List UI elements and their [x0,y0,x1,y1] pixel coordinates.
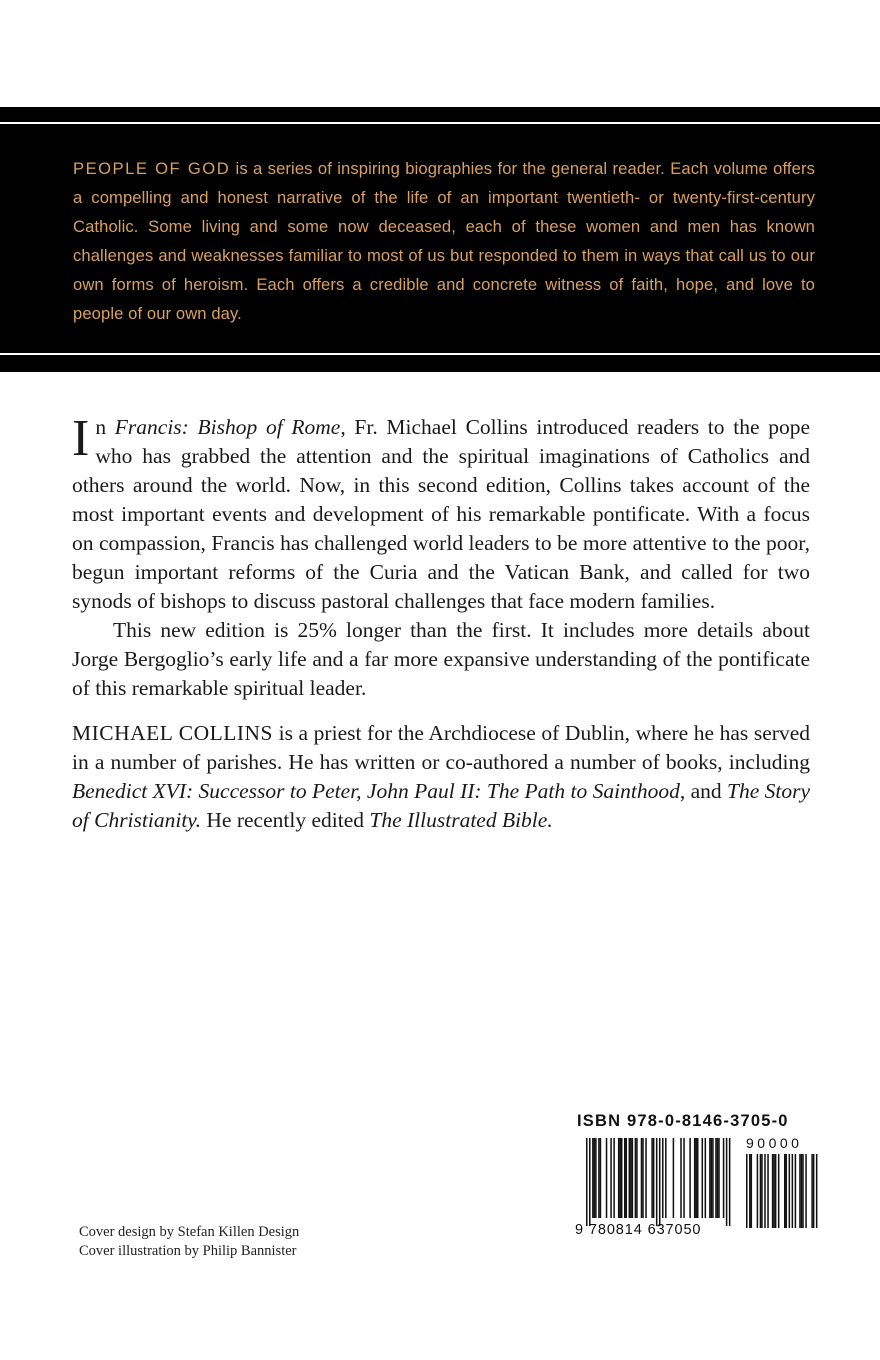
band-bottom-rule [0,353,880,355]
series-description [73,154,815,328]
bio-book-2: The Story of Christianity. [72,779,811,832]
ean-bar [618,1138,620,1218]
ean-bar [718,1138,720,1218]
back-cover-copy [72,410,811,835]
ean-bar [689,1138,691,1218]
ean-bar [586,1138,588,1226]
addon-bar [801,1154,803,1228]
ean-bar [702,1138,704,1218]
bio-text-2: , and [679,779,727,803]
author-name: MICHAEL COLLINS [72,721,274,745]
addon-bar [764,1154,766,1228]
ean-bar [723,1138,725,1218]
ean-bar [621,1138,623,1218]
ean-bar [642,1138,644,1218]
ean-bar [589,1138,591,1226]
ean-bar [673,1138,675,1218]
p1-rest: , Fr. Michael Collins introduced readers to the pope who has grabbed the attention and the spiritual imaginations of Catholics and others around the world. Now, in this second edition, Collins takes account of the most important events and development of his remarkable pontificate. With a focus on compassion, Francis has challenged world leaders to be more attentive to the poor, begun important reforms of the Curia and the Vatican Bank, and called for two synods of bishops to discuss pastoral challenges that face modern families. [72,415,810,613]
addon-bar [746,1154,748,1228]
ean-bar [635,1138,637,1218]
ean-bar [595,1138,597,1218]
addon-bars [746,1154,817,1228]
ean-bar [680,1138,682,1218]
addon-bar [767,1154,769,1228]
ean-bar [641,1138,643,1218]
ean-bar [662,1138,664,1218]
ean-bars [586,1138,730,1226]
addon-bar [805,1154,807,1228]
addon-bar [799,1154,801,1228]
ean-bar [694,1138,696,1218]
ean-bar [632,1138,634,1218]
ean-bar [624,1138,626,1218]
addon-bar [816,1154,818,1228]
ean-bar [651,1138,653,1218]
bio-text-3: He recently edited [201,808,370,832]
ean-bar [598,1138,600,1218]
addon-bar [813,1154,815,1228]
addon-bar [751,1154,753,1228]
author-bio [72,719,810,835]
ean-bar [709,1138,711,1218]
ean-bar [712,1138,714,1218]
bio-book-3: The Illustrated Bible. [369,808,553,832]
bio-text-1: is a priest for the Archdiocese of Dublin, where he has served in a number of parishes. He has written or co-authored a number of books, including [72,721,810,774]
cover-design-credit: Cover design by Stefan Killen Design [79,1224,300,1240]
ean-bar [717,1138,719,1218]
cover-illustration-credit: Cover illustration by Philip Bannister [79,1243,297,1259]
addon-bar [761,1154,763,1228]
addon-bar [802,1154,804,1228]
addon-digits: 90000 [746,1135,803,1151]
ean-bar [729,1138,731,1226]
ean-bar [715,1138,717,1218]
ean-bar [606,1138,608,1218]
addon-bar [772,1154,774,1228]
ean-bar [629,1138,631,1218]
ean-bar [636,1138,638,1218]
addon-bar [795,1154,797,1228]
description-paragraph-1 [72,410,810,616]
book-title: Francis: Bishop of Rome [114,415,341,439]
ean-bar [626,1138,628,1218]
ean-bar [645,1138,647,1218]
addon-bar [778,1154,780,1228]
addon-bar [786,1154,788,1228]
ean-bar [659,1138,661,1226]
addon-bar [760,1154,762,1228]
band-top-rule [0,122,880,124]
ean-bar [619,1138,621,1218]
addon-bar [811,1154,813,1228]
addon-bar [784,1154,786,1228]
isbn-barcode [575,1110,820,1250]
addon-bar [757,1154,759,1228]
ean-bar [695,1138,697,1218]
series-text: is a series of inspiring biographies for the general reader. Each volume offers a compelling and honest narrative of the life of an important twentieth- or twenty-first-century Catholic. Some living and some now deceased, each of these women and men has known challenges and weaknesses familiar to most of us but responded to them in ways that call us to our own forms of heroism. Each offers a credible and concrete witness of faith, hope, and love to people of our own day. [73,159,815,323]
ean-bar [594,1138,596,1218]
bio-book-1: Benedict XVI: Successor to Peter, John Paul II: The Path to Sainthood [72,779,680,803]
isbn-label: ISBN 978-0-8146-3705-0 [577,1112,789,1130]
ean-bar [697,1138,699,1218]
addon-bar [792,1154,794,1228]
ean-bar [705,1138,707,1218]
ean-bar [610,1138,612,1218]
ean-bar [613,1138,615,1218]
addon-bar [773,1154,775,1228]
ean-bar [683,1138,685,1218]
description-paragraph-2: This new edition is 25% longer than the first. It includes more details about Jorge Bergoglio’s early life and a far more expansive understanding of the pontificate of this remarkable spiritual leader. [72,618,810,700]
ean-bar [600,1138,602,1218]
series-name: PEOPLE OF GOD [73,159,231,178]
addon-bar [775,1154,777,1228]
ean-bar [656,1138,658,1226]
series-band [0,107,880,372]
ean-digits: 9 780814 637050 [575,1222,702,1238]
addon-bar [749,1154,751,1228]
p1-start: n [95,415,115,439]
ean-bar [653,1138,655,1218]
ean-bar [665,1138,667,1218]
ean-bar [726,1138,728,1226]
ean-bar [711,1138,713,1218]
addon-bar [789,1154,791,1228]
ean-bar [592,1138,594,1218]
cover-credits [79,1223,299,1261]
drop-cap: I [72,410,90,467]
ean-bar [630,1138,632,1218]
